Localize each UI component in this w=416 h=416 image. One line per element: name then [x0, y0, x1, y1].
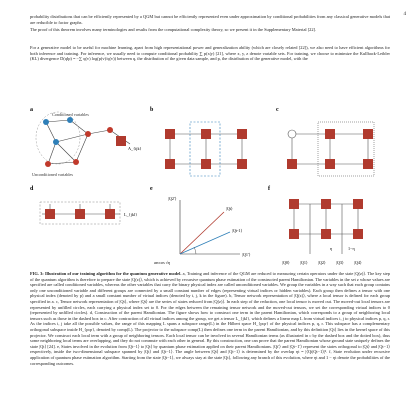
unconditioned-node [85, 131, 91, 137]
panel-e-state-geometry [154, 196, 251, 265]
tensor-a [116, 136, 126, 146]
page-number: 4 [403, 12, 406, 17]
panel-d-parent-hamiltonian [40, 202, 137, 224]
conditioned-node [67, 117, 73, 123]
panel-label-f: f [268, 186, 270, 192]
label-q0: |Q0⟩ [282, 260, 290, 265]
label-q2: |Q2⟩ [318, 260, 326, 265]
paragraph-intro: probability distributions that can be efficiently represented by a QGM but cannot be efficiently represented even under approximation by conditional probabilities from any classical generative models that are reducible to factor graphs. [30, 14, 390, 25]
label-qt: |Qt⟩ [226, 206, 233, 211]
group-dashed-oval [36, 112, 80, 164]
label-qt-minus-1: |Qt-1⟩ [232, 228, 243, 233]
caption-title: FIG. 3: Illustration of our training algorithm for the quantum generative model. [30, 271, 182, 276]
label-l-jkl: L_{jkl} [124, 212, 138, 217]
label-q3: |Q3⟩ [336, 260, 344, 265]
panel-label-a: a [30, 107, 33, 113]
unconditioned-node [73, 159, 79, 165]
label-conditioned: Conditioned variables [52, 112, 89, 117]
label-q2-prime: |Q2′⟩ [168, 196, 177, 201]
label-eta: η [330, 246, 333, 251]
paragraph-proof: The proof of this theorem involves many terminologies and results from the computational complexity theory, so we present it in the Supplementary Material [22]. [30, 27, 317, 32]
panel-label-e: e [150, 186, 153, 192]
label-q4: |Q4⟩ [354, 260, 362, 265]
conditioned-node [43, 119, 49, 125]
figure-3 [30, 104, 390, 270]
label-arccos: arccos √η [154, 260, 171, 265]
label-a-ijk: A_{ijk} [128, 146, 142, 151]
panel-label-b: b [150, 107, 154, 113]
conditioned-node [53, 139, 59, 145]
unconditioned-node [107, 127, 113, 133]
panel-b-tensor-network [165, 122, 247, 176]
panel-f-evolution-tree [282, 199, 363, 265]
paragraph-inference: For a generative model to be useful for machine learning, apart from high representational power and generalization ability (which are closely related [22]), we also need to have efficient algorithms for both inference and training. For inference, we usually need to compute conditional probability ∑ p(x|y) [21], where x, y, z denote variable sets. For training, we choose to minimize the Kullback-Leibler (KL) divergence D(q‖p) = −∑ q(v) log(p(v)/q(v)) between q, the distribution of the given data sample, and p, the distribution of the generative model, with the [30, 45, 390, 62]
label-one-minus-eta: 1−η [348, 246, 355, 251]
label-q1: |Q1⟩ [300, 260, 308, 265]
panel-label-c: c [276, 107, 279, 113]
figure-caption [30, 271, 390, 366]
caption-body: a, Training and inference of the QGM are reduced to measuring certain operators under the state |Q(z)⟩. The key step of the quantum algorithm is therefore to prepare the state |Q(z)⟩, which is achieved by recursive quantum phase estimation of the constructed parent Hamiltonian. The variables in the set z whose values are specified are called conditioned variables, whereas the other variables that carry the binary physical index are called unconditioned variables. We group the variables in a way such that each group contains only one unconditioned variable and different groups are connected by a small constant number of edges (representing virtual indices or hidden variables). Each group then defines a tensor with one physical index (denoted by p) and a small constant number of virtual indices (denoted by i, j, k in the figure). b, Tensor network representation of |Q(z)⟩, where a local tensor is defined for each group specified in a. c, Tensor network representation of |Qt⟩, where |Qt⟩ are the series of states reduced from |Q(z)⟩. In each step of the reduction, one local tensor is moved out. The moved-out local tensors are represented by unfilled circles, each carrying a physical index set to 0. For the edges between the remaining tensor network and the moved-out tensors, we set the corresponding virtual indices to 0 (represented by unfilled circles). d, Construction of the parent Hamiltonian. The figure shows how to construct one term in the parent Hamiltonian, which corresponds to a group of neighboring local tensors such as those in the dashed box in c. After contraction of all virtual indices among the group, we get a tensor L_{jkl}, which defines a linear map L from virtual indices i, j to physical indices p, q, r. As the indices i, j take all the possible values, the range of this mapping L spans a subspace range(L) in the Hilbert space H_{pqr} of the physical indices p, q, r. This subspace has a complementary orthogonal subspace inside H_{pqr}, denoted by comp(L). The projector to the subspace comp(L) then defines one term in the parent Hamiltonian, and by this definition |Qt⟩ lies in the kernel space of this projector. We construct each local term with a group of neighboring tensors. Each local tensor can be involved in several Hamiltonian terms (as illustrated in c by the dashed box and the dotted box), thus some neighboring local terms are overlapping, and they do not commute with each other in general. By this construction, one can prove that the parent Hamiltonian whose ground state uniquely defines the state |Qt⟩ [24]. e, States involved in the evolution from |Qt−1⟩ to |Qt⟩ by quantum phase estimation applied on their parent Hamiltonians. |Qt'⟩ and |Qt−1'⟩ represent the states orthogonal to |Qt⟩ and |Qt−1⟩ respectively, inside the two-dimensional subspace spanned by |Qt⟩ and |Qt−1⟩. The angle between |Qt⟩ and |Qt−1⟩ is determined by the overlap ηt = |⟨Qt|Qt−1⟩|². f, State evolution under recursive application of quantum phase estimation algorithm. Starting from the state |Qt−1⟩, we always stay at the state |Qt⟩, following any branch of this evolution, where ηt and 1 − ηt denote the probabilities of the corresponding outcomes. [30, 271, 390, 366]
panel-label-d: d [30, 186, 34, 192]
label-q1-prime: |Q1′⟩ [242, 252, 251, 257]
panel-c-reduced-network [287, 122, 374, 176]
unconditioned-node [45, 161, 51, 167]
label-unconditioned: Unconditioned variables [32, 172, 74, 177]
